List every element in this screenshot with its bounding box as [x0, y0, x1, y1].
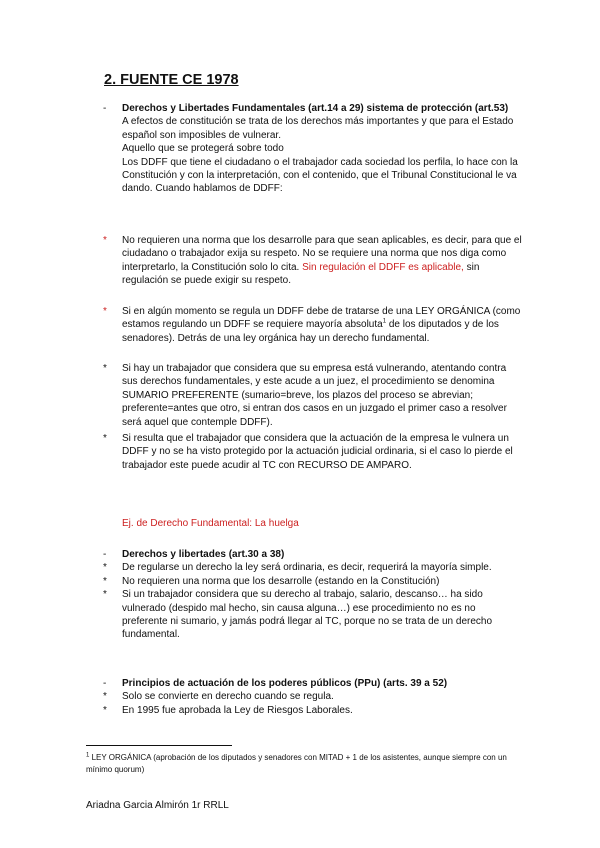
- list-item: [0, 362, 522, 429]
- star-marker: *: [103, 575, 107, 587]
- footnote-divider: [86, 745, 232, 746]
- page-footer: Ariadna Garcia Almirón 1r RRLL: [86, 800, 229, 811]
- list-item: [0, 575, 522, 588]
- star-marker: *: [103, 433, 107, 444]
- list-item: [0, 305, 522, 345]
- dash-marker: -: [103, 678, 107, 689]
- page-title: 2. FUENTE CE 1978: [104, 72, 239, 88]
- paragraph: Si resulta que el trabajador que considera que la actuación de la empresa le vulnera un DDFF y no se ha visto protegido por la actuación judicial ordinaria, si el caso lo pierde el trabajador este puede acudir al TC con RECURSO DE AMPARO.: [122, 433, 513, 471]
- paragraph: No requieren una norma que los desarrolle (estando en la Constitución): [122, 575, 440, 587]
- star-marker: *: [103, 562, 107, 574]
- list-item: [0, 548, 522, 561]
- paragraph: Si en algún momento se regula un DDFF debe de tratarse de una LEY ORGÁNICA (como estamos regulando un DDFF se requiere mayoría absoluta: [122, 306, 521, 331]
- star-marker: *: [103, 589, 107, 601]
- footnote: [86, 752, 516, 776]
- star-marker: *: [103, 704, 107, 716]
- red-star-marker: *: [103, 235, 107, 246]
- section-fundamental-rights: [0, 102, 522, 196]
- paragraph: A efectos de constitución se trata de los derechos más importantes y que para el Estado español son imposibles de vulnerar.: [122, 116, 514, 141]
- list-item: [0, 432, 522, 472]
- paragraph: Si un trabajador considera que su derecho al trabajo, salario, descanso… ha sido vulnerado (despido mal hecho, sin causa alguna…) ese procedimiento no es no preferente ni sumario, y jamás podrá llegar al TC, porque no se trata de un derecho fundamental.: [122, 589, 493, 641]
- paragraph: sin regulación se puede exigir su respeto.: [122, 261, 480, 287]
- paragraph: Los DDFF que tiene el ciudadano o el trabajador cada sociedad los perfila, lo hace con la Constitución y con la interpretación, con el contenido, que el Tribunal Constitucional le va dando. Cuando hablamos de DDFF:: [122, 156, 518, 195]
- paragraph: de los diputados y de los senadores). Detrás de una ley orgánica hay un derecho fundamental.: [122, 319, 499, 344]
- list-item: [0, 704, 522, 717]
- paragraph: Aquello que se protegerá sobre todo: [122, 143, 284, 155]
- paragraph: Solo se convierte en derecho cuando se regula.: [122, 691, 334, 703]
- dash-marker: -: [103, 103, 107, 114]
- section-heading: Principios de actuación de los poderes públicos (PPu) (arts. 39 a 52): [122, 678, 448, 689]
- list-item: [0, 677, 522, 690]
- section-heading: Derechos y Libertades Fundamentales (art.14 a 29) sistema de protección (art.53): [122, 103, 509, 114]
- highlight-text: Sin regulación el DDFF es aplicable,: [302, 261, 464, 273]
- paragraph: De regularse un derecho la ley será ordinaria, es decir, requerirá la mayoría simple.: [122, 562, 492, 574]
- footnote-ref[interactable]: 1: [382, 319, 387, 326]
- red-star-marker: *: [103, 306, 107, 317]
- star-marker: *: [103, 363, 107, 374]
- list-item: [0, 234, 522, 288]
- list-item: [0, 588, 522, 642]
- list-item: [0, 102, 522, 196]
- footnote-number: 1: [86, 752, 90, 759]
- footnote-text: LEY ORGÁNICA (aprobación de los diputados y senadores con MITAD + 1 de los asistentes, aunque siempre con un mínimo quorum): [86, 753, 507, 774]
- dash-marker: -: [103, 549, 107, 560]
- section-heading: Derechos y libertades (art.30 a 38): [122, 549, 285, 560]
- paragraph: No requieren una norma que los desarrolle para que sean aplicables, es decir, para que el ciudadano o trabajador exija su respeto. No se requiere una norma que nos diga como interpretarlo, la Constitución solo lo cita.: [122, 235, 522, 273]
- example-heading: Ej. de Derecho Fundamental: La huelga: [122, 518, 299, 529]
- section-public-principles: [0, 677, 522, 717]
- paragraph: En 1995 fue aprobada la Ley de Riesgos Laborales.: [122, 704, 353, 716]
- star-marker: *: [103, 691, 107, 703]
- list-item: [0, 561, 522, 574]
- paragraph: Si hay un trabajador que considera que su empresa está vulnerando, atentando contra sus derechos fundamentales, y este acude a un juez, el procedimiento se denomina SUMARIO PREFERENTE (sumario=breve, los plazos del proceso se abrevian; preferente=antes que otro, si entran dos casos en un juzgado el primer caso a resolver será aquel que contemple DDFF).: [122, 363, 507, 428]
- section-rights-liberties: [0, 548, 522, 642]
- list-item: [0, 690, 522, 703]
